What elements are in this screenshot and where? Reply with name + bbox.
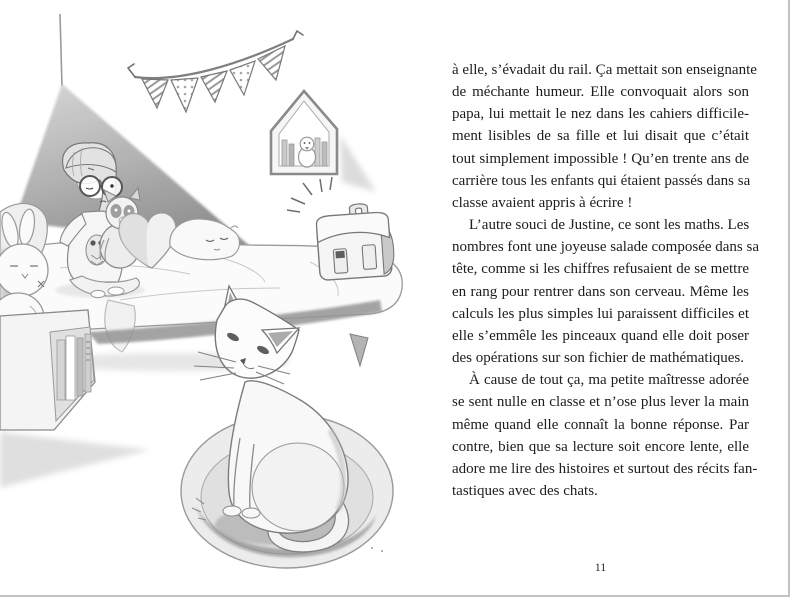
page-text	[452, 59, 759, 502]
paragraph	[452, 369, 758, 502]
sleeping-pillow-pet	[170, 219, 240, 260]
text-line: des opérations sur son fichier de mathématiques.	[452, 350, 745, 367]
text-line: L’autre souci de Justine, ce sont les maths. Les	[469, 217, 750, 234]
text-line: À cause de tout ça, ma petite maîtresse adorée	[469, 372, 749, 389]
bird-figure	[299, 137, 316, 167]
books	[57, 334, 91, 400]
bed-leg	[350, 334, 368, 366]
text-line: contre, bien que sa lecture soit encore lente, elle	[452, 438, 749, 455]
page-frame-right	[788, 0, 790, 597]
paragraph	[452, 214, 759, 369]
text-line: se sent nulle en classe et n’ose plus lever la main	[452, 394, 749, 411]
text-line: même quand elle connaît la bonne réponse. Par	[452, 416, 749, 433]
text-line: de méchante humeur. Elle convoquait alors son	[452, 84, 749, 101]
cat-haunch	[252, 443, 344, 531]
sparkle-lines	[287, 177, 332, 212]
hanging-blanket	[105, 300, 135, 352]
text-line: calculs les plus simples lui paraissent difficiles et	[452, 305, 749, 322]
text-line: papa, lui mettait le nez dans les cahiers difficile-	[452, 106, 749, 123]
text-line: classe avaient appris à écrire !	[452, 194, 633, 211]
text-line: nombres font une joyeuse salade composée dans sa	[452, 239, 759, 256]
page-frame-bottom	[0, 595, 790, 597]
text-line: tête, comme si les chiffres refusaient de se mettre	[452, 261, 749, 278]
page-number: 11	[594, 560, 607, 574]
text-line: carrière tous les enfants qui étaient passés dans sa	[452, 172, 751, 189]
text-line: en rang pour rentrer dans son cerveau. Même les	[452, 283, 749, 300]
text-line: tastiques avec des chats.	[452, 482, 598, 499]
text-line: ment lisibles de sa fille et lui disait que c’était	[452, 128, 749, 145]
bunting-garland	[128, 31, 303, 112]
house-shelf	[271, 91, 376, 192]
paragraph	[452, 59, 757, 214]
text-line: tout simplement impossible ! Qu’en trente ans de	[452, 150, 749, 167]
text-line: elle s’emmêle les pinceaux quand elle doit poser	[452, 327, 749, 344]
text-line: à elle, s’évadait du rail. Ça mettait son enseignante	[452, 62, 757, 78]
text-line: adore me lire des histoires et surtout des récits fan-	[452, 460, 758, 477]
